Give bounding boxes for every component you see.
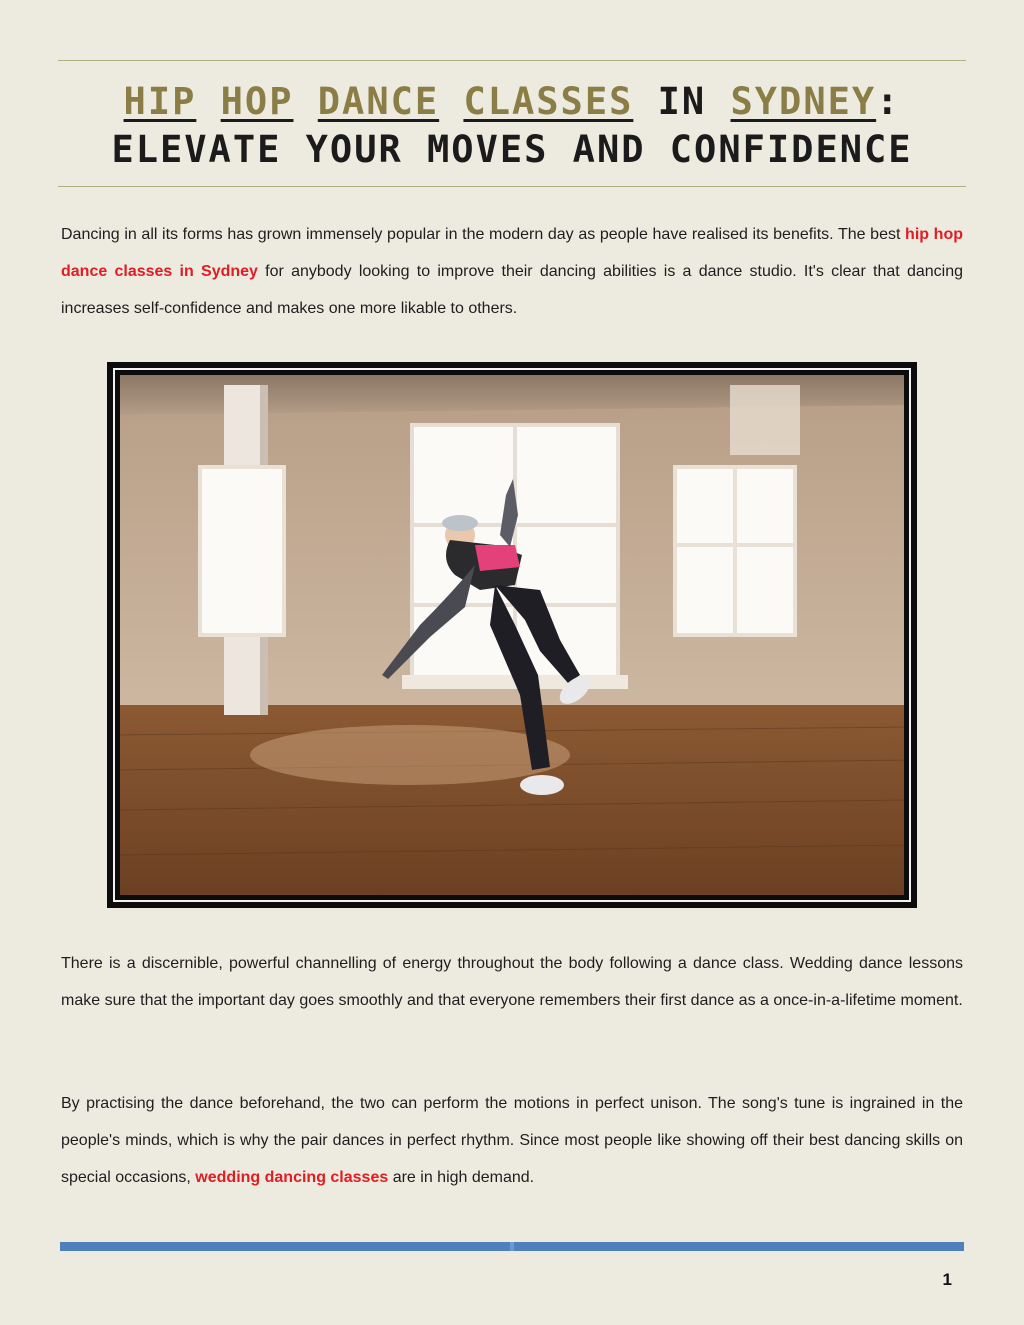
top-rule (58, 60, 966, 61)
intro-text-b: for anybody looking to improve their dancing abilities is a dance studio. It's clear that dancing increases self-confidence and makes one more likable to others. (61, 263, 963, 317)
title-colon: : (876, 80, 901, 123)
title-link-hip[interactable]: HIP (123, 80, 197, 123)
page-title (40, 78, 984, 174)
dancer-photo-frame (107, 362, 917, 908)
title-link-dance[interactable]: DANCE (317, 80, 440, 123)
footer-bar-divider (510, 1242, 514, 1251)
hip-hop-classes-link[interactable]: hip hop dance classes in Sydney (61, 226, 963, 280)
energy-paragraph (61, 945, 963, 1019)
title-link-hop[interactable]: HOP (220, 80, 294, 123)
intro-paragraph (61, 216, 963, 327)
photo-border (113, 368, 911, 902)
wedding-classes-link[interactable]: wedding dancing classes (195, 1169, 389, 1186)
intro-text-a: Dancing in all its forms has grown immensely popular in the modern day as people have realised its benefits. The best (61, 226, 906, 243)
title-line-2: ELEVATE YOUR MOVES AND CONFIDENCE (111, 128, 913, 171)
footer-bar (60, 1242, 964, 1251)
title-link-classes[interactable]: CLASSES (463, 80, 634, 123)
energy-text: There is a discernible, powerful channelling of energy throughout the body following a dance class. Wedding dance lessons make sure that the important day goes smoothly and that everyone remembers their first dance as a once-in-a-lifetime moment. (61, 955, 963, 1009)
dancer-photo (120, 375, 904, 895)
wedding-paragraph (61, 1085, 963, 1196)
wedding-text-b: are in high demand. (388, 1169, 535, 1186)
wedding-text-a: By practising the dance beforehand, the two can perform the motions in perfect unison. The song's tune is ingrained in the people's minds, which is why the pair dances in perfect rhythm. Since most people like showing off their best dancing skills on special occasions, (61, 1095, 963, 1186)
title-line-1 (124, 80, 901, 123)
title-link-sydney[interactable]: SYDNEY (730, 80, 877, 123)
title-word-in: IN (657, 80, 707, 123)
page-number: 1 (942, 1270, 952, 1289)
title-bottom-rule (58, 186, 966, 187)
dance-studio-illustration (120, 375, 904, 895)
